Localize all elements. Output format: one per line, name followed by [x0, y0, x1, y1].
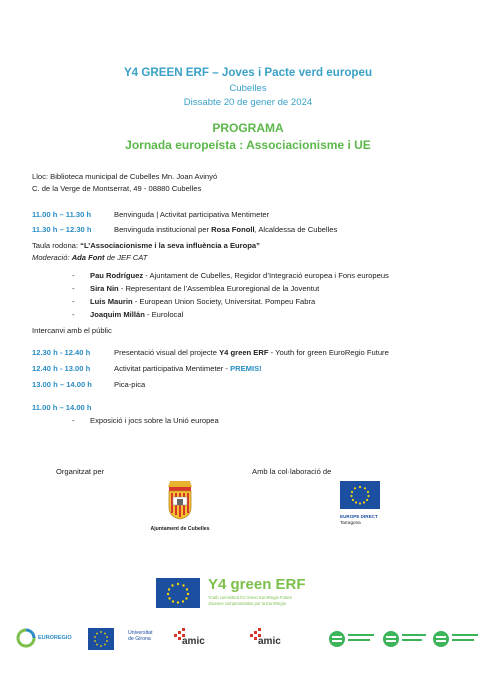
schedule-row: [32, 225, 337, 235]
bullet-dash: -: [72, 310, 75, 319]
panelist-desc: - European Union Society, Universitat. Pompeu Fabra: [132, 297, 316, 306]
panelist-desc: - Eurolocal: [144, 310, 184, 319]
schedule-time: 12.30 h - 12.40 h: [32, 348, 91, 357]
amic-label: amic: [258, 636, 281, 647]
y4-subtitle-2: Jóvenes comprometidos por la EuroRegio: [208, 601, 286, 606]
speaker-name: Rosa Fonoll: [211, 225, 255, 234]
schedule-time: 11.30 h – 12.30 h: [32, 225, 92, 234]
exposicio-text: Exposició i jocs sobre la Unió europea: [90, 416, 219, 425]
bullet-dash: -: [72, 271, 75, 280]
green-org-logo-1: [328, 630, 376, 650]
collaboration-label: Amb la col·laboració de: [252, 467, 332, 476]
schedule-row: [32, 364, 262, 374]
panelist-item: [72, 284, 319, 294]
schedule-text: Benvinguda | Activitat participativa Mentimeter: [114, 210, 270, 219]
ajuntament-cubelles-logo: [140, 477, 220, 533]
green-org-text-2: [452, 639, 474, 641]
round-table-title: [32, 241, 260, 251]
eu-logo-small: [88, 628, 114, 650]
panelist-desc: - Ajuntament de Cubelles, Regidor d’Integració europea i Fons europeus: [143, 271, 389, 280]
schedule-text: Activitat participativa Mentimeter -: [114, 364, 231, 373]
green-org-text-1: [402, 634, 426, 636]
eu-flag-icon: [340, 481, 380, 509]
panelist-name: Luis Maurin: [90, 297, 133, 306]
eu-flag-icon: [88, 628, 114, 650]
schedule-row: [32, 380, 145, 390]
programa-subheading: Jornada europeísta : Associacionisme i UE: [125, 138, 371, 152]
europe-direct-label: EUROPE DIRECT: [340, 514, 378, 519]
schedule-text: Benvinguda institucional per: [114, 225, 212, 234]
euroregio-mark-icon: [16, 628, 36, 648]
intercanvi-line: Intercanvi amb el públic: [32, 326, 112, 335]
organized-by-label: Organitzat per: [56, 467, 105, 476]
moderator-line: [32, 253, 147, 263]
schedule-row: [32, 210, 269, 220]
green-circle-icon: [328, 630, 346, 648]
panelist-item: [72, 297, 315, 307]
green-org-text-2: [402, 639, 422, 641]
amic-logo-2: [250, 628, 314, 650]
green-org-text-1: [348, 634, 374, 636]
euroregio-logo: [16, 628, 72, 650]
location-line-1: Lloc: Biblioteca municipal de Cubelles Mn. Joan Avinyó: [32, 172, 218, 181]
schedule-text: Presentació visual del projecte: [114, 348, 220, 357]
euroregio-label: EUROREGIO: [38, 635, 72, 641]
event-date: Dissabte 20 de gener de 2024: [183, 97, 313, 108]
y4-title: Y4 green ERF: [208, 576, 306, 593]
schedule-time: 12.40 h - 13.00 h: [32, 364, 91, 373]
amic-logo-1: [174, 628, 238, 650]
panelist-name: Joaquim Millán: [90, 310, 145, 319]
schedule-row: [32, 348, 389, 358]
green-org-logo-2: [382, 630, 430, 650]
green-org-text-1: [452, 634, 478, 636]
green-org-text-2: [348, 639, 370, 641]
project-name: Y4 green ERF: [219, 348, 269, 357]
bullet-dash: -: [72, 297, 75, 306]
moderator-org: de JEF CAT: [104, 253, 148, 262]
exposicio-time: 11.00 h – 14.00 h: [32, 403, 92, 412]
location-line-2: C. de la Verge de Montserrat, 49 - 08880 Cubelles: [32, 184, 202, 193]
event-title: Y4 GREEN ERF – Joves i Pacte verd europeu: [123, 66, 373, 79]
udg-logo: [128, 630, 168, 650]
ajuntament-label: Ajuntament de Cubelles: [150, 526, 210, 532]
panelist-desc: - Representant de l’Assemblea Euroregional de la Joventut: [118, 284, 320, 293]
y4-green-erf-logo: [156, 576, 336, 610]
y4-subtitle-1: Youth committed for Green EuroRegio Future: [208, 595, 293, 600]
moderator-label: Moderació:: [32, 253, 72, 262]
round-table-topic: “L’Associacionisme i la seva influència a Europa”: [80, 241, 260, 250]
moderator-name: Ada Font: [71, 253, 105, 262]
bullet-dash: -: [72, 416, 75, 425]
amic-label: amic: [182, 636, 205, 647]
panelist-item: [72, 310, 183, 320]
europe-direct-logo: [340, 481, 390, 527]
panelist-item: [72, 271, 389, 281]
exposicio-item: [72, 416, 219, 426]
schedule-text: , Alcaldessa de Cubelles: [254, 225, 338, 234]
panelist-name: Pau Rodríguez: [90, 271, 144, 280]
eu-flag-icon: [156, 578, 200, 608]
udg-label-1: Universitat: [128, 630, 153, 636]
schedule-time: 13.00 h – 14.00 h: [32, 380, 92, 389]
schedule-time: 11.00 h – 11.30 h: [32, 210, 92, 219]
green-circle-icon: [432, 630, 450, 648]
coat-of-arms-icon: [140, 477, 220, 521]
prizes-label: PREMIS!: [230, 364, 262, 373]
udg-label-2: de Girona: [128, 636, 151, 642]
bullet-dash: -: [72, 284, 75, 293]
schedule-text: - Youth for green EuroRegio Future: [268, 348, 389, 357]
panelist-name: Sira Nin: [90, 284, 119, 293]
event-place: Cubelles: [229, 83, 267, 94]
green-circle-icon: [382, 630, 400, 648]
programa-heading: PROGRAMA: [212, 121, 284, 135]
europe-direct-city: Tarragona: [340, 520, 361, 525]
schedule-text: Pica-pica: [114, 380, 146, 389]
green-org-logo-3: [432, 630, 482, 650]
round-table-label: Taula rodona:: [32, 241, 81, 250]
